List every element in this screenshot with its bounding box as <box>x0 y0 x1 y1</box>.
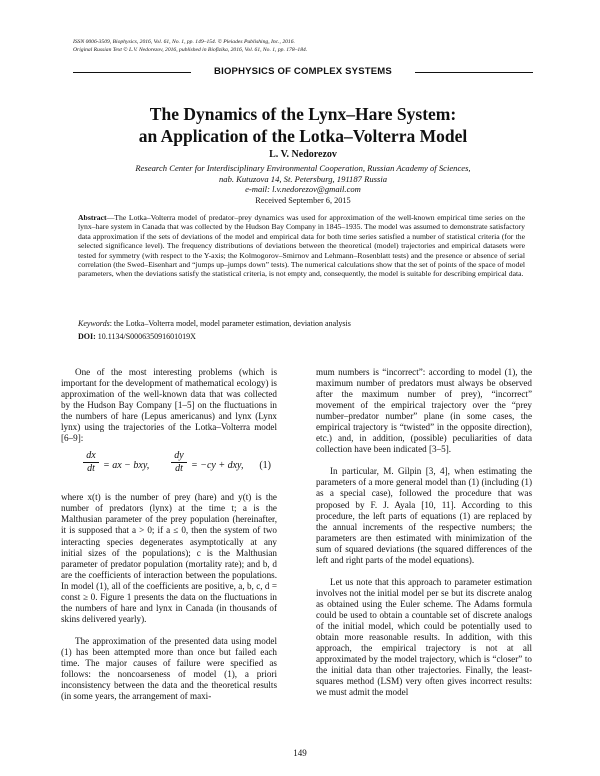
journal-header <box>73 38 533 54</box>
doi-label: DOI: <box>78 332 96 341</box>
eq-frac-dydt <box>171 450 187 475</box>
affiliation-email: e-mail: l.v.nedorezov@gmail.com <box>245 184 361 194</box>
received-date: Received September 6, 2015 <box>255 196 351 205</box>
abstract-label: Abstract <box>78 213 107 222</box>
abstract-text: —The Lotka–Volterra model of predator–prey dynamics was used for approximation of the well-known empirical time series on the lynx–hare system in Canada that was collected by the Hudson Bay Company in 1845–1935. The model was assumed to demonstrate satisfactory data approximation if the sets of deviations of the model and empirical data for both time series satisfied a number of statistical criteria (for the selected significance level). The frequency distributions of deviations between the theoretical (model) trajectories and empirical datasets were tested for symmetry (with respect to the Y-axis; the Kolmogorov–Smirnov and Lehmann–Rosenblatt tests) and the presence or absence of serial correlation (the Swed–Eisenhart and “jumps up–jumps down” tests). The numerical calculations show that the set of points of the space of model parameters, when the deviations satisfy the statistical criteria, is not empty and, consequently, the model is suitable for describing empirical data. <box>78 213 525 279</box>
left-paragraph-3: The approximation of the presented data using model (1) has been attempted more than once but failed each time. The major causes of failure were specified as follows: the noncoarseness of model (1), a priori inconsistency between the data and the theoretical results (in some years, the arrangement of maxi- <box>61 635 277 702</box>
equation-1 <box>61 450 277 486</box>
paper-title <box>73 103 533 147</box>
right-paragraph-1: mum numbers is “incorrect”: according to model (1), the maximum number of predators must always be observed after the maximum number of prey), “incorrect” movement of the empirical trajectory over the “prey number–predator number” plane (in some cases, the empirical trajectory is “twisted” in the opposite direction), etc.) and, in addition, (possible) peculiarities of data collection have been indicated [3–5]. <box>316 367 532 455</box>
affiliation-line1: Research Center for Interdisciplinary Environmental Cooperation, Russian Academy of Sciences, <box>135 163 471 173</box>
eq-rhs1: = ax − bxy, <box>103 460 150 472</box>
eq-dx: dx <box>83 450 99 463</box>
eq-number: (1) <box>259 460 271 472</box>
right-paragraph-2: In particular, M. Gilpin [3, 4], when estimating the parameters of a more general model than (1) (including (1) as a special case), followed the procedure that was proposed by F. J. Ayala [10, 11]. According to this procedure, the left parts of equations (1) are replaced by the annual increments of the respective numbers; the parameters are then estimated with minimization of the sum of squared deviations (the squared differences of the left and right parts of the model equations). <box>316 466 532 565</box>
abstract <box>78 213 525 279</box>
page-number: 149 <box>293 748 307 758</box>
paper-title-line2: an Application of the Lotka–Volterra Model <box>138 126 468 146</box>
eq-frac-dxdt <box>83 450 99 475</box>
left-column <box>61 367 277 702</box>
keywords-label: Keywords <box>78 319 110 328</box>
affiliation <box>73 163 533 195</box>
eq-dt2: dt <box>175 463 183 475</box>
paper-title-line1: The Dynamics of the Lynx–Hare System: <box>149 104 457 124</box>
affiliation-line2: nab. Kutuzova 14, St. Petersburg, 191187 Russia <box>218 173 388 184</box>
doi <box>78 332 196 341</box>
right-paragraph-3: Let us note that this approach to parameter estimation involves not the initial model per se but its discrete analog as obtained using the Euler scheme. The Adams formula could be used to obtain a countable set of discrete analogs of the initial model, which could be potentially used to obtain more reasonable results. In addition, with this approach, the empirical trajectory is not at all approximated by the model trajectory, which is “closer” to the initial data than other trajectories. Finally, the least-squares method (LSM) very often gives incorrect results: we must admit the model <box>316 576 532 698</box>
section-title: BIOPHYSICS OF COMPLEX SYSTEMS <box>208 66 398 77</box>
eq-dt1: dt <box>87 463 95 475</box>
keywords <box>78 319 525 329</box>
eq-dy: dy <box>171 450 187 463</box>
journal-header-line2: Original Russian Text © L.V. Nedorezov, 2016, published in Biofizika, 2016, Vol. 61, No. 1, pp. 178–184. <box>73 47 308 53</box>
section-heading <box>73 64 533 82</box>
journal-header-line1: ISSN 0006-3509, Biophysics, 2016, Vol. 61, No. 1, pp. 149–154. © Pleiades Publishing, Inc., 2016. <box>73 39 295 45</box>
eq-rhs2: = −cy + dxy, <box>191 460 244 472</box>
author-name: L. V. Nedorezov <box>269 149 337 160</box>
doi-value: 10.1134/S000635091601019X <box>95 332 196 341</box>
right-column <box>316 367 532 698</box>
keywords-text: : the Lotka–Volterra model, model parameter estimation, deviation analysis <box>109 319 351 328</box>
left-paragraph-2: where x(t) is the number of prey (hare) and y(t) is the number of predators (lynx) at the time t; a is the Malthusian parameter of the prey population (hereinafter, it is supposed that a > 0; if a ≤ 0, then the system of two interacting species degenerates asymptotically at any initial sizes of the populations); c is the Malthusian parameter of predator population (mortality rate); and b, d are the coefficients of interaction between the populations. In model (1), all of the coefficients are positive, a, b, c, d = const ≥ 0. Figure 1 presents the data on the fluctuations in the numbers of hare and lynx in Canada (in thousands of skins delivered yearly). <box>61 492 277 624</box>
left-paragraph-1: One of the most interesting problems (which is important for the development of mathematical ecology) is approximation of the well-known data that was collected by the Hudson Bay Company [1–5] on the fluctuations in the numbers of hare (Lepus americanus) and lynx (Lynx lynx) using the trajectories of the Lotka–Volterra model [6–9]: <box>61 367 277 444</box>
